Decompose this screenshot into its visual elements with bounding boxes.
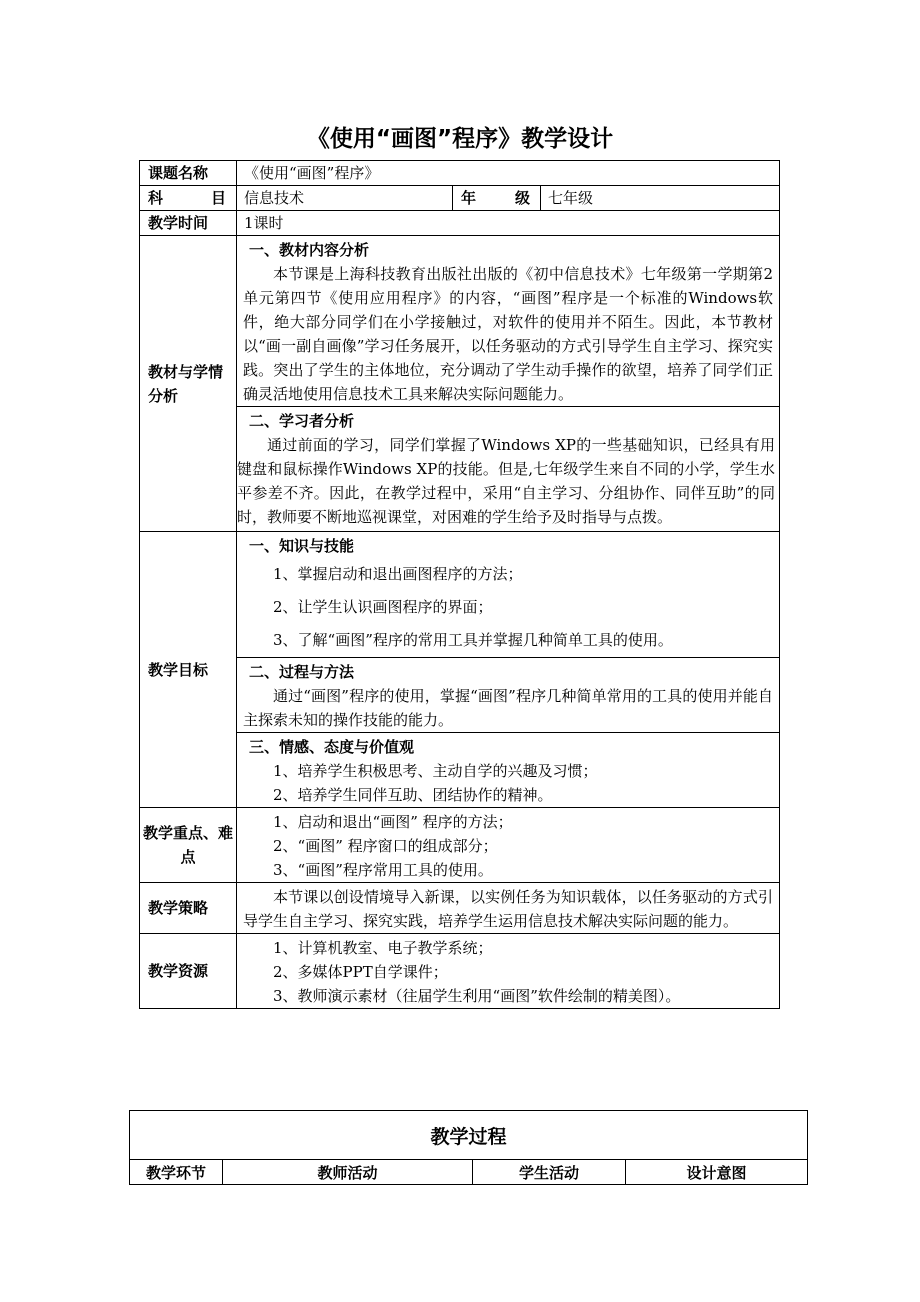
lesson-info-table [139, 160, 780, 1009]
topic-value: 《使用“画图”程序》 [237, 161, 780, 186]
teaching-process-table [129, 1110, 808, 1185]
strategy-cell [237, 883, 780, 934]
topic-label: 课题名称 [140, 161, 237, 186]
learner-analysis-cell [237, 407, 780, 532]
resources-cell [237, 934, 780, 1009]
process-header-row [130, 1160, 808, 1185]
topic-row [140, 161, 780, 186]
header-cell: 学生活动 [473, 1160, 626, 1185]
material-analysis-row [140, 236, 780, 407]
material-heading: 一、教材内容分析 [249, 241, 370, 259]
page-title: 《使用“画图”程序》教学设计 [306, 126, 614, 152]
subject-row [140, 186, 780, 211]
resource-item: 1、计算机教室、电子教学系统； [273, 939, 493, 957]
key-point-item: 3、“画图”程序常用工具的使用。 [273, 861, 493, 879]
emotion-goal-cell [237, 733, 780, 808]
resource-item: 3、教师演示素材（往届学生利用“画图”软件绘制的精美图）。 [273, 987, 681, 1005]
process-title-row [130, 1111, 808, 1160]
strategy-row [140, 883, 780, 934]
header-cell: 设计意图 [626, 1160, 808, 1185]
learner-heading: 二、学习者分析 [249, 412, 355, 430]
goals-label: 教学目标 [140, 532, 237, 808]
key-points-cell [237, 808, 780, 883]
knowledge-heading: 一、知识与技能 [249, 537, 355, 555]
resources-row [140, 934, 780, 1009]
header-cell: 教师活动 [223, 1160, 473, 1185]
process-title: 教学过程 [130, 1111, 808, 1160]
time-value: 1课时 [237, 211, 780, 236]
emotion-item: 2、培养学生同伴互助、团结协作的精神。 [273, 786, 553, 804]
knowledge-row [140, 532, 780, 658]
subject-value: 信息技术 [237, 186, 453, 211]
process-heading: 二、过程与方法 [249, 663, 355, 681]
knowledge-item: 3、了解“画图”程序的常用工具并掌握几种简单工具的使用。 [273, 631, 673, 649]
emotion-item: 1、培养学生积极思考、主动自学的兴趣及习惯； [273, 762, 598, 780]
grade-label: 年 级 [453, 186, 541, 211]
header-cell: 教学环节 [130, 1160, 223, 1185]
key-points-row [140, 808, 780, 883]
resource-item: 2、多媒体PPT自学课件； [273, 963, 448, 981]
material-text: 本节课是上海科技教育出版社出版的《初中信息技术》七年级第一学期第2单元第四节《使用应用程序》的内容，“画图”程序是一个标准的Windows软件，绝大部分同学们在小学接触过，对软件的使用并不陌生。因此，本节教材以“画一副自画像”学习任务展开，以任务驱动的方式引导学生自主学习、探究实践。突出了学生的主体地位，充分调动了学生动手操作的欲望，培养了同学们正确灵活地使用信息技术工具来解决实际问题能力。 [243, 265, 773, 403]
knowledge-cell [237, 532, 780, 658]
process-text: 通过“画图”程序的使用，掌握“画图”程序几种简单常用的工具的使用并能自主探索未知的操作技能的能力。 [243, 687, 773, 729]
strategy-text: 本节课以创设情境导入新课，以实例任务为知识载体，以任务驱动的方式引导学生自主学习、探究实践，培养学生运用信息技术解决实际问题的能力。 [243, 888, 773, 930]
knowledge-item: 2、让学生认识画图程序的界面； [273, 598, 493, 616]
key-points-label: 教学重点、难点 [140, 808, 237, 883]
key-point-item: 1、启动和退出“画图” 程序的方法； [273, 813, 513, 831]
learner-text: 通过前面的学习，同学们掌握了Windows XP的一些基础知识，已经具有用键盘和鼠标操作Windows XP的技能。但是,七年级学生来自不同的小学，学生水平参差不齐。因此，在教学过程中，采用“自主学习、分组协作、同伴互助”的同时，教师要不断地巡视课堂，对困难的学生给予及时指导与点拨。 [237, 436, 775, 526]
key-point-item: 2、“画图” 程序窗口的组成部分； [273, 837, 498, 855]
time-row [140, 211, 780, 236]
analysis-label: 教材与学情分析 [140, 236, 237, 532]
subject-label: 科 目 [140, 186, 237, 211]
grade-value: 七年级 [541, 186, 780, 211]
material-analysis-cell [237, 236, 780, 407]
emotion-heading: 三、情感、态度与价值观 [249, 738, 415, 756]
process-goal-cell [237, 658, 780, 733]
time-label: 教学时间 [140, 211, 237, 236]
strategy-label: 教学策略 [140, 883, 237, 934]
resources-label: 教学资源 [140, 934, 237, 1009]
knowledge-item: 1、掌握启动和退出画图程序的方法； [273, 565, 523, 583]
